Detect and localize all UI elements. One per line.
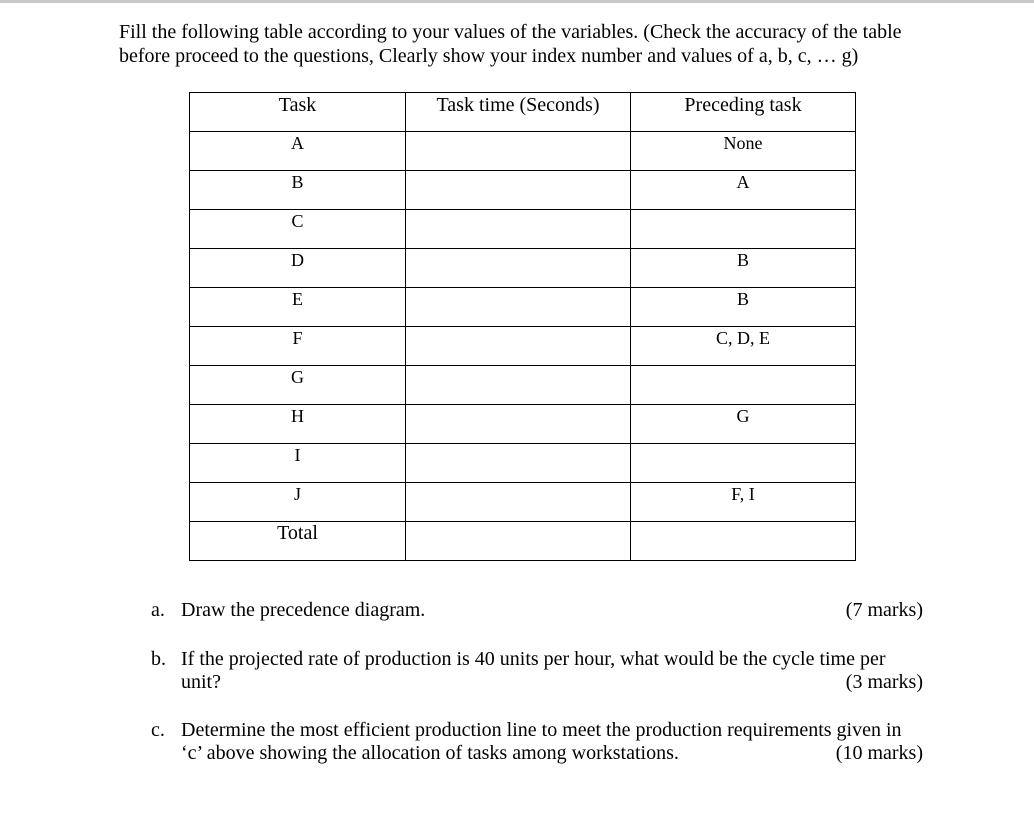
task-time-cell[interactable] xyxy=(406,249,631,288)
preceding-task-cell: B xyxy=(631,288,856,327)
task-cell: I xyxy=(190,444,406,483)
question-b-body xyxy=(181,648,923,694)
header-task: Task xyxy=(190,93,406,132)
preceding-task-cell: F, I xyxy=(631,483,856,522)
task-time-cell[interactable] xyxy=(406,483,631,522)
instructions-line-2: before proceed to the questions, Clearly show your index number and values of a, b, c, … g) xyxy=(119,45,859,67)
task-time-cell[interactable] xyxy=(406,327,631,366)
table-row xyxy=(190,288,856,327)
task-table xyxy=(189,92,856,561)
preceding-task-cell: A xyxy=(631,171,856,210)
question-b-marks: (3 marks) xyxy=(845,671,923,693)
question-c-text-line-2: ‘c’ above showing the allocation of tasks among workstations. xyxy=(181,742,679,764)
task-cell: F xyxy=(190,327,406,366)
total-preceding-cell xyxy=(631,522,856,561)
page-top-rule xyxy=(0,0,1034,3)
task-cell: D xyxy=(190,249,406,288)
task-cell: G xyxy=(190,366,406,405)
task-time-cell[interactable] xyxy=(406,171,631,210)
table-row xyxy=(190,483,856,522)
table-row xyxy=(190,366,856,405)
question-a-marks: (7 marks) xyxy=(845,599,923,621)
table-row xyxy=(190,210,856,249)
task-cell: A xyxy=(190,132,406,171)
instructions-line-1: Fill the following table according to your values of the variables. (Check the accuracy of the table xyxy=(119,21,902,43)
task-time-cell[interactable] xyxy=(406,366,631,405)
question-b-letter: b. xyxy=(151,648,166,670)
table-header-row xyxy=(190,93,856,132)
preceding-task-cell: B xyxy=(631,249,856,288)
total-label-cell: Total xyxy=(190,522,406,561)
task-time-cell[interactable] xyxy=(406,444,631,483)
task-time-cell[interactable] xyxy=(406,288,631,327)
question-c-marks: (10 marks) xyxy=(835,742,923,764)
task-cell: J xyxy=(190,483,406,522)
task-cell: C xyxy=(190,210,406,249)
table-total-row xyxy=(190,522,856,561)
table-row xyxy=(190,132,856,171)
question-a-body xyxy=(181,599,923,622)
table-row xyxy=(190,171,856,210)
table-row xyxy=(190,249,856,288)
header-task-time: Task time (Seconds) xyxy=(406,93,631,132)
question-a-text: Draw the precedence diagram. xyxy=(181,599,426,621)
question-a-letter: a. xyxy=(151,599,165,621)
total-time-cell[interactable] xyxy=(406,522,631,561)
table-row xyxy=(190,405,856,444)
question-c-letter: c. xyxy=(151,719,165,741)
instructions-paragraph xyxy=(119,20,929,68)
preceding-task-cell: C, D, E xyxy=(631,327,856,366)
header-preceding-task: Preceding task xyxy=(631,93,856,132)
task-time-cell[interactable] xyxy=(406,132,631,171)
preceding-task-cell xyxy=(631,444,856,483)
question-c-text-line-1: Determine the most efficient production line to meet the production requirements given in xyxy=(181,719,902,741)
preceding-task-cell xyxy=(631,366,856,405)
task-cell: E xyxy=(190,288,406,327)
task-cell: B xyxy=(190,171,406,210)
question-c-body xyxy=(181,719,923,765)
question-b-text-line-1: If the projected rate of production is 40 units per hour, what would be the cycle time per xyxy=(181,648,886,670)
task-cell: H xyxy=(190,405,406,444)
preceding-task-cell: None xyxy=(631,132,856,171)
table-row xyxy=(190,444,856,483)
table-row xyxy=(190,327,856,366)
task-time-cell[interactable] xyxy=(406,210,631,249)
question-b-text-line-2: unit? xyxy=(181,671,221,693)
preceding-task-cell xyxy=(631,210,856,249)
preceding-task-cell: G xyxy=(631,405,856,444)
task-time-cell[interactable] xyxy=(406,405,631,444)
